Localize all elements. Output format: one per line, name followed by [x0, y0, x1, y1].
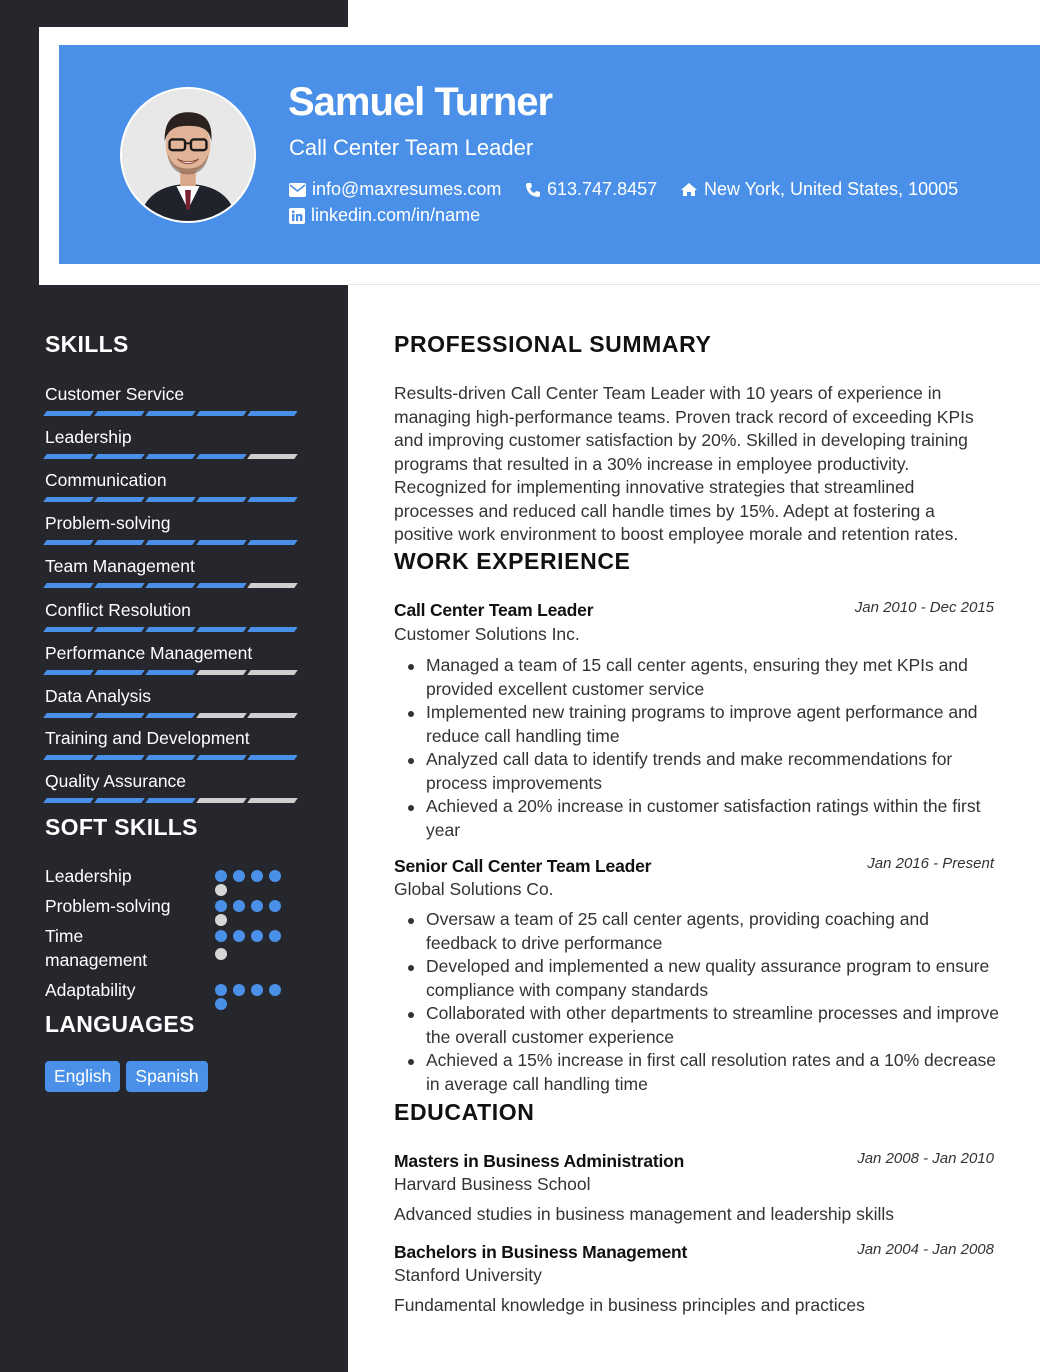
- candidate-title: Call Center Team Leader: [289, 135, 534, 160]
- rating-bar: [247, 713, 298, 718]
- rating-bar: [43, 583, 94, 588]
- skill-name: Customer Service: [45, 384, 185, 404]
- skill-item: [45, 383, 305, 416]
- skill-name: Conflict Resolution: [45, 600, 191, 620]
- list-item: Managed a team of 15 call center agents, ensuring they met KPIs and provided excellent customer service: [404, 654, 1000, 701]
- rating-bar: [247, 798, 298, 803]
- rating-bar: [145, 497, 196, 502]
- rating-dot: [233, 870, 245, 882]
- skill-name: Performance Management: [45, 643, 253, 663]
- rating-bar: [247, 411, 298, 416]
- skill-item: [45, 685, 305, 718]
- job-company: Customer Solutions Inc.: [394, 624, 580, 644]
- contact-location-text: New York, United States, 10005: [704, 179, 959, 199]
- skill-rating: [45, 755, 305, 760]
- rating-bar: [94, 755, 145, 760]
- list-item: Achieved a 20% increase in customer satisfaction ratings within the first year: [404, 795, 1000, 842]
- rating-dot: [215, 948, 227, 960]
- rating-bar: [247, 583, 298, 588]
- skill-rating: [45, 497, 305, 502]
- rating-bar: [247, 755, 298, 760]
- skill-item: [45, 770, 305, 803]
- rating-bar: [145, 411, 196, 416]
- rating-bar: [145, 540, 196, 545]
- degree-date: Jan 2008 - Jan 2010: [857, 1150, 994, 1167]
- skill-rating: [45, 583, 305, 588]
- skill-item: [45, 555, 305, 588]
- rating-bar: [196, 497, 247, 502]
- rating-dot: [269, 930, 281, 942]
- header-divider: [348, 284, 1040, 285]
- list-item: Developed and implemented a new quality assurance program to ensure compliance with company standards: [404, 955, 1000, 1002]
- summary-text: Results-driven Call Center Team Leader with 10 years of experience in managing high-performance teams. Proven track record of exceeding KPIs and improving customer satisfaction by 20%. Skilled in developing training programs that resulted in a 30% increase in employee productivity. Recognized for implementing innovative strategies that streamlined processes and reduced call handle times by 15%. Adept at fostering a positive work environment to boost employee morale and retention rates.: [394, 383, 974, 544]
- skill-rating: [45, 798, 305, 803]
- rating-bar: [94, 583, 145, 588]
- rating-bar: [43, 713, 94, 718]
- contact-email[interactable]: [289, 179, 501, 200]
- rating-dot: [233, 984, 245, 996]
- soft-skill-name: Leadership: [45, 866, 132, 886]
- skill-item: [45, 512, 305, 545]
- skill-name: Training and Development: [45, 728, 250, 748]
- rating-dot: [215, 998, 227, 1010]
- rating-bar: [43, 798, 94, 803]
- rating-bar: [43, 540, 94, 545]
- rating-bar: [196, 454, 247, 459]
- home-icon: [680, 182, 698, 197]
- language-badge: English: [45, 1061, 120, 1092]
- list-item: Collaborated with other departments to streamline processes and improve the overall customer experience: [404, 1002, 1000, 1049]
- degree-description: Fundamental knowledge in business principles and practices: [394, 1295, 865, 1315]
- rating-bar: [43, 755, 94, 760]
- rating-bar: [247, 540, 298, 545]
- contact-linkedin-text: linkedin.com/in/name: [311, 205, 481, 225]
- rating-dot: [215, 900, 227, 912]
- rating-bar: [145, 798, 196, 803]
- rating-bar: [196, 540, 247, 545]
- rating-bar: [196, 798, 247, 803]
- skill-rating: [45, 627, 305, 632]
- skill-name: Team Management: [45, 556, 195, 576]
- avatar: [120, 87, 256, 223]
- rating-bar: [145, 755, 196, 760]
- school-name: Harvard Business School: [394, 1174, 591, 1194]
- rating-dot: [251, 984, 263, 996]
- school-name: Stanford University: [394, 1265, 542, 1285]
- rating-bar: [196, 627, 247, 632]
- skill-rating: [45, 411, 305, 416]
- skill-item: [45, 426, 305, 459]
- list-item: Implemented new training programs to improve agent performance and reduce call handling time: [404, 701, 1000, 748]
- skill-rating: [45, 454, 305, 459]
- contact-email-text: info@maxresumes.com: [312, 179, 502, 199]
- rating-bar: [94, 713, 145, 718]
- rating-bar: [196, 583, 247, 588]
- skill-name: Problem-solving: [45, 513, 171, 533]
- rating-bar: [94, 411, 145, 416]
- rating-bar: [196, 713, 247, 718]
- rating-bar: [94, 798, 145, 803]
- rating-bar: [247, 497, 298, 502]
- list-item: Analyzed call data to identify trends and make recommendations for process improvements: [404, 748, 1000, 795]
- rating-dot: [251, 900, 263, 912]
- candidate-name: Samuel Turner: [288, 80, 553, 124]
- list-item: Achieved a 15% increase in first call resolution rates and a 10% decrease in average call handling time: [404, 1049, 1000, 1096]
- rating-dot: [269, 870, 281, 882]
- rating-dot: [269, 984, 281, 996]
- skill-name: Leadership: [45, 427, 132, 447]
- contact-phone-text: 613.747.8457: [547, 179, 658, 199]
- rating-dot: [269, 900, 281, 912]
- rating-bar: [196, 755, 247, 760]
- rating-dot: [215, 984, 227, 996]
- rating-bar: [43, 454, 94, 459]
- envelope-icon: [289, 183, 306, 197]
- rating-bar: [94, 670, 145, 675]
- rating-bar: [94, 540, 145, 545]
- soft-skill-name: Adaptability: [45, 980, 136, 1000]
- rating-bar: [145, 583, 196, 588]
- rating-bar: [247, 454, 298, 459]
- rating-dot: [215, 884, 227, 896]
- soft-skill-name: Problem-solving: [45, 896, 171, 916]
- rating-dot: [251, 930, 263, 942]
- rating-dot: [215, 870, 227, 882]
- skill-name: Communication: [45, 470, 167, 490]
- skill-item: [45, 727, 305, 760]
- soft-skills-heading: SOFT SKILLS: [45, 814, 198, 840]
- degree-date: Jan 2004 - Jan 2008: [857, 1241, 994, 1258]
- job-company: Global Solutions Co.: [394, 879, 554, 899]
- skill-rating: [45, 713, 305, 718]
- rating-bar: [43, 497, 94, 502]
- rating-bar: [196, 670, 247, 675]
- skill-name: Quality Assurance: [45, 771, 187, 791]
- rating-bar: [145, 627, 196, 632]
- rating-bar: [94, 497, 145, 502]
- rating-dot: [215, 930, 227, 942]
- skill-item: [45, 642, 305, 675]
- rating-bar: [43, 670, 94, 675]
- contact-phone[interactable]: [525, 179, 657, 200]
- skill-item: [45, 599, 305, 632]
- avatar-portrait-icon: [122, 89, 254, 221]
- list-item: Oversaw a team of 25 call center agents, providing coaching and feedback to drive performance: [404, 908, 1000, 955]
- contact-location: [680, 179, 958, 200]
- contact-linkedin[interactable]: [289, 205, 480, 226]
- rating-bar: [247, 670, 298, 675]
- degree-title: Bachelors in Business Management: [394, 1242, 688, 1262]
- rating-bar: [196, 411, 247, 416]
- rating-dot: [233, 930, 245, 942]
- degree-title: Masters in Business Administration: [394, 1151, 685, 1171]
- job-bullets: [404, 654, 1000, 842]
- education-heading: EDUCATION: [394, 1099, 535, 1125]
- languages-heading: LANGUAGES: [45, 1011, 195, 1037]
- skill-rating: [45, 670, 305, 675]
- summary-heading: PROFESSIONAL SUMMARY: [394, 331, 712, 357]
- rating-bar: [94, 627, 145, 632]
- rating-dot: [215, 914, 227, 926]
- rating-bar: [145, 670, 196, 675]
- rating-bar: [247, 627, 298, 632]
- degree-description: Advanced studies in business management and leadership skills: [394, 1204, 895, 1224]
- job-date: Jan 2016 - Present: [867, 855, 994, 872]
- languages-list: [45, 1061, 208, 1092]
- skill-item: [45, 469, 305, 502]
- rating-bar: [145, 713, 196, 718]
- rating-bar: [43, 627, 94, 632]
- experience-heading: WORK EXPERIENCE: [394, 548, 631, 574]
- phone-icon: [525, 182, 541, 198]
- rating-bar: [43, 411, 94, 416]
- soft-skill-name: Time management: [45, 926, 148, 970]
- rating-bar: [94, 454, 145, 459]
- skills-heading: SKILLS: [45, 331, 129, 357]
- skill-name: Data Analysis: [45, 686, 152, 706]
- job-title: Senior Call Center Team Leader: [394, 856, 652, 876]
- rating-dot: [251, 870, 263, 882]
- linkedin-icon: [289, 208, 305, 224]
- job-bullets: [404, 908, 1000, 1096]
- language-badge: Spanish: [126, 1061, 207, 1092]
- job-date: Jan 2010 - Dec 2015: [854, 599, 994, 616]
- job-title: Call Center Team Leader: [394, 600, 594, 620]
- rating-bar: [145, 454, 196, 459]
- skill-rating: [45, 540, 305, 545]
- rating-dot: [233, 900, 245, 912]
